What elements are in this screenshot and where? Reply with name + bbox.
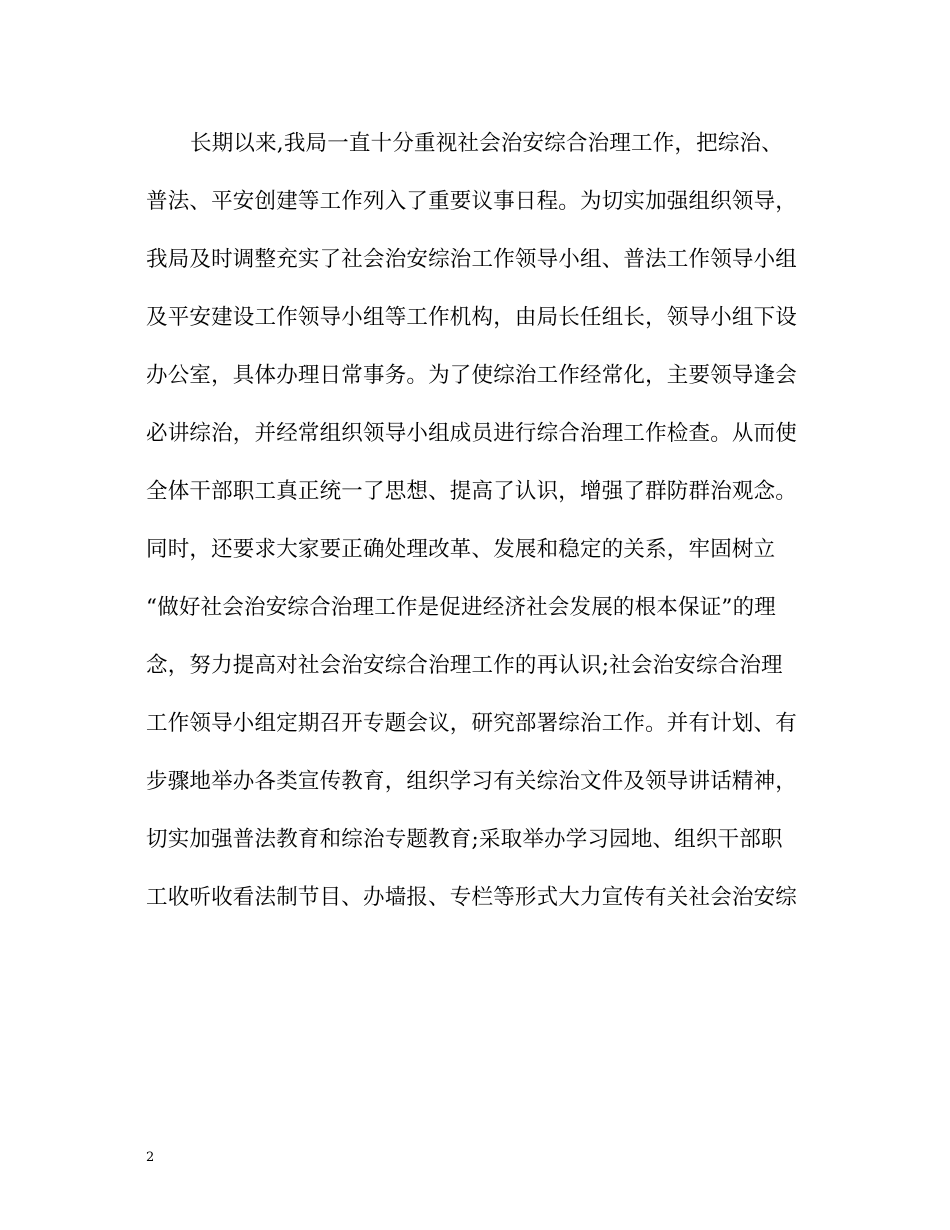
text-line: “做好社会治安综合治理工作是促进经济社会发展的根本保证”的理 — [146, 595, 776, 620]
text-line: 办公室，具体办理日常事务。为了使综治工作经常化，主要领导逢会 — [146, 363, 798, 388]
text-line: 切实加强普法教育和综治专题教育;采取举办学习园地、组织干部职 — [146, 827, 783, 852]
text-line: 普法、平安创建等工作列入了重要议事日程。为切实加强组织领导， — [146, 189, 798, 214]
text-line: 工收听收看法制节目、办墙报、专栏等形式大力宣传有关社会治安综 — [146, 885, 798, 910]
text-line: 长期以来,我局一直十分重视社会治安综合治理工作，把综治、 — [190, 131, 783, 156]
text-line: 同时，还要求大家要正确处理改革、发展和稳定的关系，牢固树立 — [146, 537, 776, 562]
text-line: 步骤地举办各类宣传教育，组织学习有关综治文件及领导讲话精神， — [146, 769, 798, 794]
text-line: 念，努力提高对社会治安综合治理工作的再认识;社会治安综合治理 — [146, 653, 783, 678]
text-line: 必讲综治，并经常组织领导小组成员进行综合治理工作检查。从而使 — [146, 421, 798, 446]
text-line: 我局及时调整充实了社会治安综治工作领导小组、普法工作领导小组 — [146, 247, 798, 272]
body-paragraph — [146, 124, 806, 936]
text-line: 及平安建设工作领导小组等工作机构，由局长任组长，领导小组下设 — [146, 305, 798, 330]
text-line: 全体干部职工真正统一了思想、提高了认识，增强了群防群治观念。 — [146, 479, 798, 504]
text-line: 工作领导小组定期召开专题会议，研究部署综治工作。并有计划、有 — [146, 711, 798, 736]
page-number: 2 — [146, 1150, 155, 1165]
